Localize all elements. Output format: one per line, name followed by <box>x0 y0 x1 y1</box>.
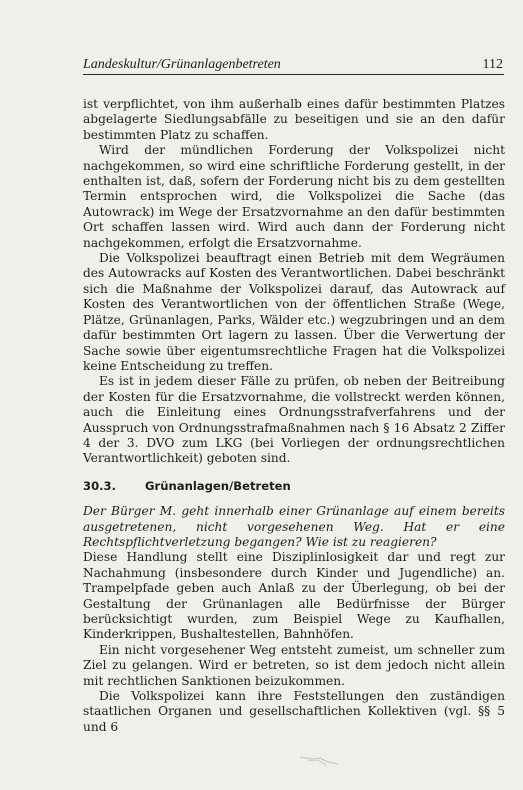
paragraph: Wird der mündlichen Forderung der Volkspolizei nicht nachgekommen, so wird eine schriftliche Forderung gestellt, in der enthalten ist, daß, sofern der Forderung nicht bis zu dem gestellten Termin entsprochen wird, die Volkspolizei die Sache (das Autowrack) im Wege der Ersatzvornahme an den dafür bestimmten Ort schaffen lassen wird. Wird auch dann der Forderung nicht nachgekommen, erfolgt die Ersatzvornahme. <box>83 143 505 250</box>
answer-paragraph: Die Volkspolizei kann ihre Feststellungen den zuständigen staatlichen Organen und gesellschaftlichen Kollektiven (vgl. §§ 5 und 6 <box>83 689 505 734</box>
running-head <box>83 57 503 73</box>
section-title: Grünanlagen/Betreten <box>145 478 291 493</box>
section-heading <box>83 479 505 494</box>
page-number: 112 <box>482 57 503 72</box>
body-text <box>83 97 505 735</box>
paragraph-continued: ist verpflichtet, von ihm außerhalb eines dafür bestimmten Platzes abgelagerte Siedlungsabfälle zu beseitigen und sie an den dafür bestimmten Platz zu schaffen. <box>83 97 505 142</box>
paragraph: Die Volkspolizei beauftragt einen Betrieb mit dem Wegräumen des Autowracks auf Kosten des Verantwortlichen. Dabei beschränkt sich die Maßnahme der Volkspolizei darauf, das Autowrack auf Kosten des Verantwortlichen von der öffentlichen Straße (Wege, Plätze, Grünanlagen, Parks, Wälder etc.) wegzubringen und an dem dafür bestimmten Ort lagern zu lassen. Über die Verwertung der Sache sowie über eigentumsrechtliche Fragen hat die Volkspolizei keine Entscheidung zu treffen. <box>83 251 505 373</box>
running-head-title: Landeskultur/Grünanlagenbetreten <box>83 57 281 72</box>
answer-paragraph: Diese Handlung stellt eine Disziplinlosigkeit dar und regt zur Nachahmung (insbesondere durch Kinder und Jugendliche) an. Trampelpfade geben auch Anlaß zu der Überlegung, ob bei der Gestaltung der Grünanlagen alle Bedürfnisse der Bürger berücksichtigt wurden, zum Beispiel Wege zu Kaufhallen, Kinderkrippen, Bushaltestellen, Bahnhöfen. <box>83 550 505 642</box>
paragraph: Es ist in jedem dieser Fälle zu prüfen, ob neben der Beitreibung der Kosten für die Ersatzvornahme, die vollstreckt werden können, auch die Einleitung eines Ordnungsstrafverfahrens und der Ausspruch von Ordnungsstrafmaßnahmen nach § 16 Absatz 2 Ziffer 4 der 3. DVO zum LKG (bei Vorliegen der ordnungsrechtlichen Verantwortlichkeit) geboten sind. <box>83 374 505 466</box>
answer-paragraph: Ein nicht vorgesehener Weg entsteht zumeist, um schneller zum Ziel zu gelangen. Wird er betreten, so ist dem jedoch nicht allein mit rechtlichen Sanktionen beizukommen. <box>83 642 505 688</box>
header-rule <box>83 74 504 75</box>
section-number: 30.3. <box>83 478 117 493</box>
scan-smudge <box>298 753 342 767</box>
case-question: Der Bürger M. geht innerhalb einer Grünanlage auf einem bereits ausgetretenen, nicht vorgesehenen Weg. Hat er eine Rechtspflichtverletzung begangen? Wie ist zu reagieren? <box>83 504 505 549</box>
